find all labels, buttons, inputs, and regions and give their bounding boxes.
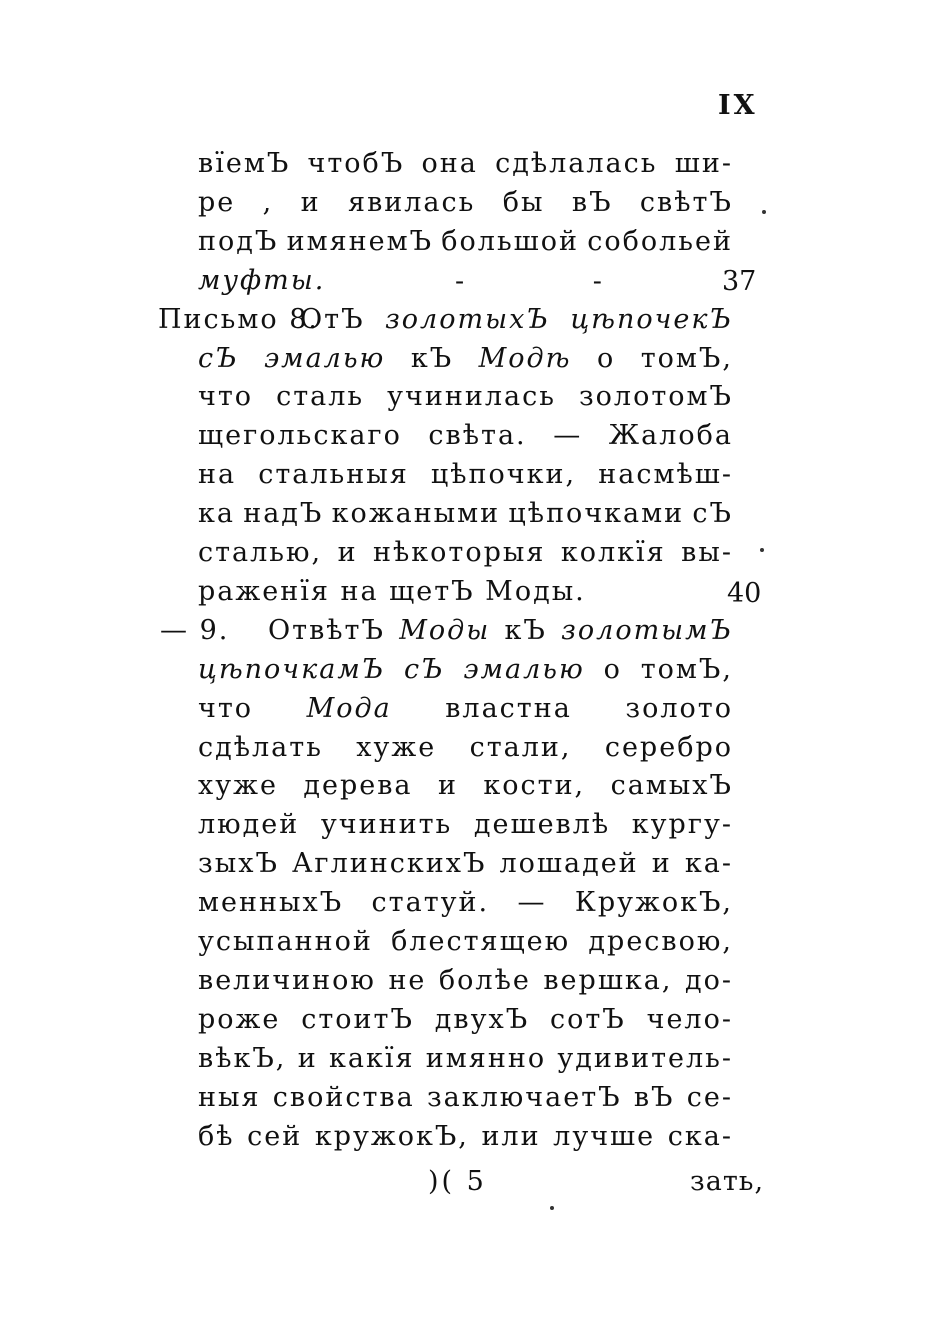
word: зыхЪ xyxy=(198,848,279,880)
word: чело- xyxy=(646,1003,733,1035)
word: вершка, xyxy=(543,964,673,996)
text-line xyxy=(198,381,733,413)
word: ка xyxy=(198,498,235,530)
word: свойства xyxy=(272,1081,415,1113)
catchword: зать, xyxy=(690,1166,765,1197)
word: о xyxy=(596,342,616,374)
word: сталью, xyxy=(198,537,323,568)
text-line xyxy=(198,342,733,374)
word: сЪ xyxy=(692,498,733,530)
word: насмѣш- xyxy=(598,459,733,491)
word: — xyxy=(517,887,547,919)
text-line xyxy=(198,459,733,491)
word: бѣ xyxy=(198,1120,235,1152)
word: большой xyxy=(441,225,580,257)
word: имянно xyxy=(425,1042,547,1074)
text-line xyxy=(198,928,733,955)
word: сдѣлалась xyxy=(495,148,658,179)
word: статуй. xyxy=(371,887,490,919)
word: сЪ xyxy=(404,653,445,685)
text-line xyxy=(198,692,733,724)
word: и xyxy=(337,537,358,568)
speck-mark xyxy=(760,548,764,552)
signature-mark: )( 5 xyxy=(428,1166,487,1197)
text-line xyxy=(198,1042,733,1074)
word: или xyxy=(481,1120,541,1152)
text-line xyxy=(198,1081,733,1113)
word: нѣкоторыя xyxy=(373,537,546,568)
word: сотЪ xyxy=(549,1003,626,1035)
word: цѣпочками xyxy=(508,498,685,530)
word: учинить xyxy=(320,809,453,841)
word: чтобЪ xyxy=(307,148,405,179)
word: она xyxy=(421,148,478,179)
word: колкїя xyxy=(560,537,666,568)
word: золотыхЪ xyxy=(385,303,550,335)
toc-entry-label: Письмо 8. xyxy=(158,303,319,335)
word: сталь xyxy=(276,381,365,413)
word: хуже xyxy=(198,770,278,802)
text-line xyxy=(198,150,733,177)
word: учинилась xyxy=(387,381,556,413)
word: ОтЪ xyxy=(300,303,365,335)
word: свѣта. xyxy=(428,420,527,452)
text-line xyxy=(198,770,733,802)
text-line xyxy=(198,809,733,841)
word: вы- xyxy=(681,537,733,568)
toc-entry-label: — 9. xyxy=(160,614,230,646)
word: и xyxy=(651,848,672,880)
word: кургу- xyxy=(631,809,733,841)
toc-page-ref-40: 40 xyxy=(727,578,762,609)
word: подЪ xyxy=(198,225,279,257)
word: не xyxy=(388,964,427,996)
speck-mark xyxy=(550,1206,554,1210)
word: какїя xyxy=(328,1042,415,1074)
word: эмалью xyxy=(264,342,386,374)
word: болѣе xyxy=(438,964,531,996)
word: лошадей xyxy=(499,848,639,880)
text-line xyxy=(198,653,733,685)
text-line xyxy=(198,420,733,452)
text-line xyxy=(198,848,733,880)
word: золотомЪ xyxy=(578,381,733,413)
word: ныя xyxy=(198,1081,261,1113)
word: дешевлѣ xyxy=(473,809,611,841)
word: и xyxy=(300,186,321,218)
word: сдѣлать xyxy=(198,731,323,763)
word: усыпанной xyxy=(198,926,373,957)
word: кости, xyxy=(483,770,586,802)
word: цѣпочкамЪ xyxy=(198,653,386,685)
word: вѣкЪ, xyxy=(198,1042,287,1074)
word: менныхЪ xyxy=(198,887,344,919)
word: ре xyxy=(198,186,236,218)
text-line xyxy=(198,1003,733,1035)
word: свѣтЪ xyxy=(639,186,733,218)
speck-mark xyxy=(762,210,766,214)
word: заключаетЪ xyxy=(426,1081,622,1113)
word: дерева xyxy=(303,770,413,802)
word: сЪ xyxy=(198,342,239,374)
word: имянемЪ xyxy=(286,225,434,257)
word: эмалью xyxy=(463,653,585,685)
word: серебро xyxy=(604,731,733,763)
word: щегольскаго xyxy=(198,420,402,452)
word: , xyxy=(262,186,274,218)
word: ши- xyxy=(674,148,733,179)
text-line xyxy=(198,539,733,566)
word: сей xyxy=(247,1120,303,1152)
word: надЪ xyxy=(243,498,324,530)
text-line xyxy=(268,614,733,646)
word: вЪ xyxy=(633,1081,675,1113)
word: что xyxy=(198,692,254,724)
word: вЪ xyxy=(571,186,613,218)
word: кЪ xyxy=(410,342,454,374)
word: властна xyxy=(445,692,572,724)
toc-page-ref-37: 37 xyxy=(722,266,757,297)
word: ска- xyxy=(667,1120,733,1152)
text-line xyxy=(198,225,733,257)
word: кЪ xyxy=(504,614,547,646)
word: хуже xyxy=(356,731,437,763)
word: и xyxy=(297,1042,318,1074)
text-line xyxy=(198,186,733,218)
word: Жалоба xyxy=(608,420,733,452)
text-line xyxy=(198,731,733,763)
word: томЪ, xyxy=(640,342,733,374)
word: Моды xyxy=(399,614,491,646)
word: что xyxy=(198,381,254,413)
word: — xyxy=(553,420,583,452)
word: лучше xyxy=(553,1120,656,1152)
word: стоитЪ xyxy=(301,1003,414,1035)
word: се- xyxy=(686,1081,733,1113)
word: до- xyxy=(684,964,733,996)
word: Модѣ xyxy=(478,342,572,374)
word: двухЪ xyxy=(434,1003,530,1035)
word: ОтвѣтЪ xyxy=(268,614,385,646)
word: стальныя xyxy=(258,459,409,491)
word: цѣпочекЪ xyxy=(570,303,733,335)
word: Мода xyxy=(306,692,392,724)
word: стали, xyxy=(469,731,572,763)
toc-leader-dashes: - - xyxy=(455,266,662,297)
word: о xyxy=(603,653,622,685)
word: КружокЪ, xyxy=(574,887,733,919)
page-number: IX xyxy=(718,90,758,121)
text-line: муфты. xyxy=(198,264,326,296)
word: цѣпочки, xyxy=(430,459,577,491)
word: собольей xyxy=(587,225,733,257)
word: дресвою, xyxy=(588,926,733,957)
word: блестящею xyxy=(391,926,571,957)
word: роже xyxy=(198,1003,281,1035)
word: на xyxy=(198,459,237,491)
word: золото xyxy=(625,692,733,724)
word: явилась xyxy=(348,186,476,218)
word: величиною xyxy=(198,964,376,996)
text-line xyxy=(300,303,733,335)
word: удивитель- xyxy=(557,1042,733,1074)
word: томЪ, xyxy=(640,653,733,685)
word: бы xyxy=(502,186,545,218)
text-line xyxy=(198,498,733,530)
text-line xyxy=(198,964,733,996)
word: золотымЪ xyxy=(561,614,733,646)
text-line xyxy=(198,887,733,919)
word: кожаными xyxy=(331,498,501,530)
word: самыхЪ xyxy=(610,770,733,802)
text-line: раженїя на щетЪ Моды. xyxy=(198,575,586,607)
word: кружокЪ, xyxy=(314,1120,469,1152)
text-line xyxy=(198,1120,733,1152)
word: АглинскихЪ xyxy=(291,848,487,880)
word: и xyxy=(437,770,458,802)
word: вїемЪ xyxy=(198,148,291,179)
word: людей xyxy=(198,809,300,841)
word: ка- xyxy=(684,848,733,880)
